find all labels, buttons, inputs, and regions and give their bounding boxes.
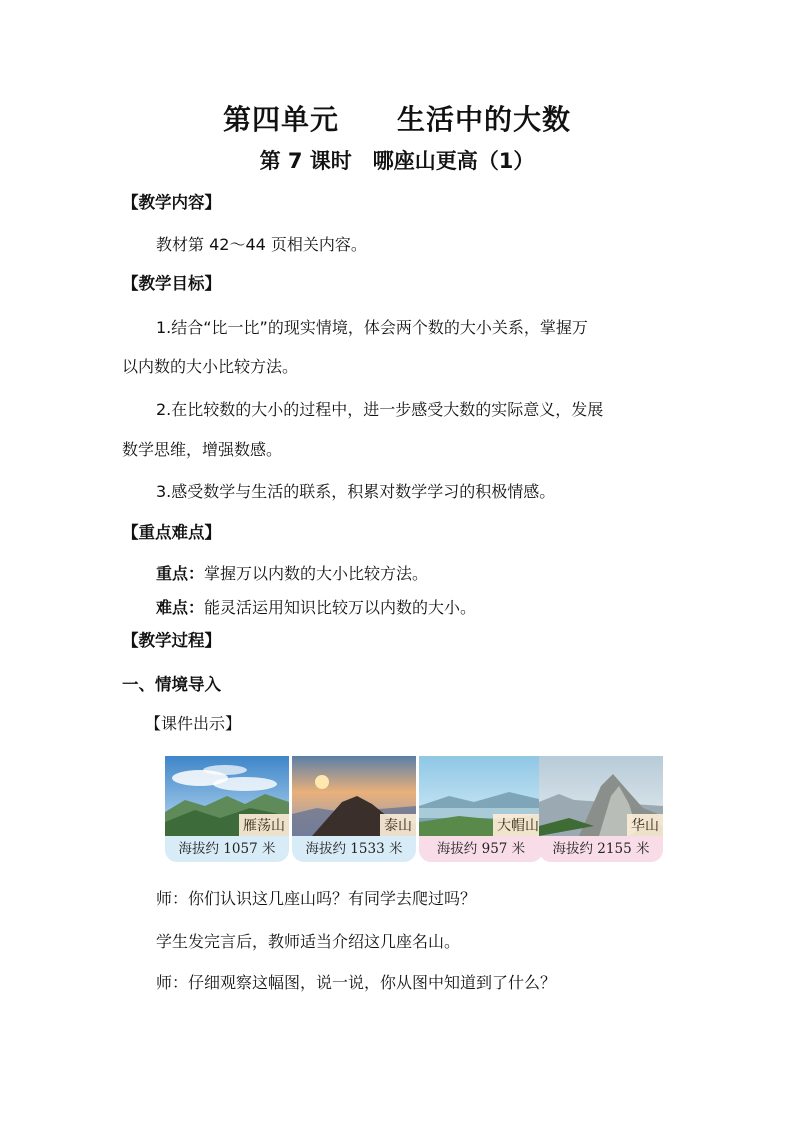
mountain-name-tag: 华山 xyxy=(627,814,663,836)
section-heading-goals: 【教学目标】 xyxy=(122,274,221,293)
goal-2-line-2: 数学思维，增强数感。 xyxy=(122,440,283,459)
mountain-photo xyxy=(165,756,289,836)
dialogue-line-3: 师：仔细观察这幅图，说一说，你从图中知道到了什么？ xyxy=(156,973,557,992)
difficulty-label: 难点： xyxy=(156,598,205,617)
mountain-photo xyxy=(292,756,416,836)
part-one-heading: 一、情境导入 xyxy=(122,675,221,694)
mountain-name-tag: 大帽山 xyxy=(493,814,543,836)
dialogue-line-2: 学生发完言后，教师适当介绍这几座名山。 xyxy=(156,932,461,951)
unit-title: 第四单元 生活中的大数 xyxy=(222,103,571,136)
goal-3: 3.感受数学与生活的联系，积累对数学学习的积极情感。 xyxy=(156,482,556,501)
mountain-photo xyxy=(539,756,663,836)
lesson-subtitle: 第 7 课时 哪座山更高（1） xyxy=(259,149,535,173)
mountain-photo xyxy=(419,756,543,836)
difficulty-text: 能灵活运用知识比较万以内数的大小。 xyxy=(204,598,477,617)
altitude-label: 海拔约 1057 米 xyxy=(165,836,289,862)
altitude-label: 海拔约 957 米 xyxy=(419,836,543,862)
mountain-card xyxy=(292,756,416,862)
goal-2-line-1: 2.在比较数的大小的过程中，进一步感受大数的实际意义，发展 xyxy=(156,400,604,419)
mountain-name-tag: 雁荡山 xyxy=(239,814,289,836)
difficulty-line xyxy=(156,598,476,618)
section-heading-keypoints: 【重点难点】 xyxy=(122,523,221,542)
key-point-line xyxy=(156,564,428,584)
goal-1-line-2: 以内数的大小比较方法。 xyxy=(122,357,299,376)
section-heading-content: 【教学内容】 xyxy=(122,193,221,212)
mountain-name-tag: 泰山 xyxy=(380,814,416,836)
mountain-card xyxy=(165,756,289,862)
content-text: 教材第 42～44 页相关内容。 xyxy=(156,235,367,254)
key-point-label: 重点： xyxy=(156,564,205,583)
altitude-label: 海拔约 1533 米 xyxy=(292,836,416,862)
mountain-card xyxy=(419,756,543,862)
goal-1-line-1: 1.结合“比一比”的现实情境，体会两个数的大小关系，掌握万 xyxy=(156,318,588,337)
mountain-image-strip xyxy=(165,756,663,864)
courseware-label: 【课件出示】 xyxy=(145,714,242,733)
section-heading-process: 【教学过程】 xyxy=(122,631,221,650)
altitude-label: 海拔约 2155 米 xyxy=(539,836,663,862)
mountain-card xyxy=(539,756,663,862)
key-point-text: 掌握万以内数的大小比较方法。 xyxy=(204,564,429,583)
dialogue-line-1: 师：你们认识这几座山吗？有同学去爬过吗？ xyxy=(156,889,477,908)
